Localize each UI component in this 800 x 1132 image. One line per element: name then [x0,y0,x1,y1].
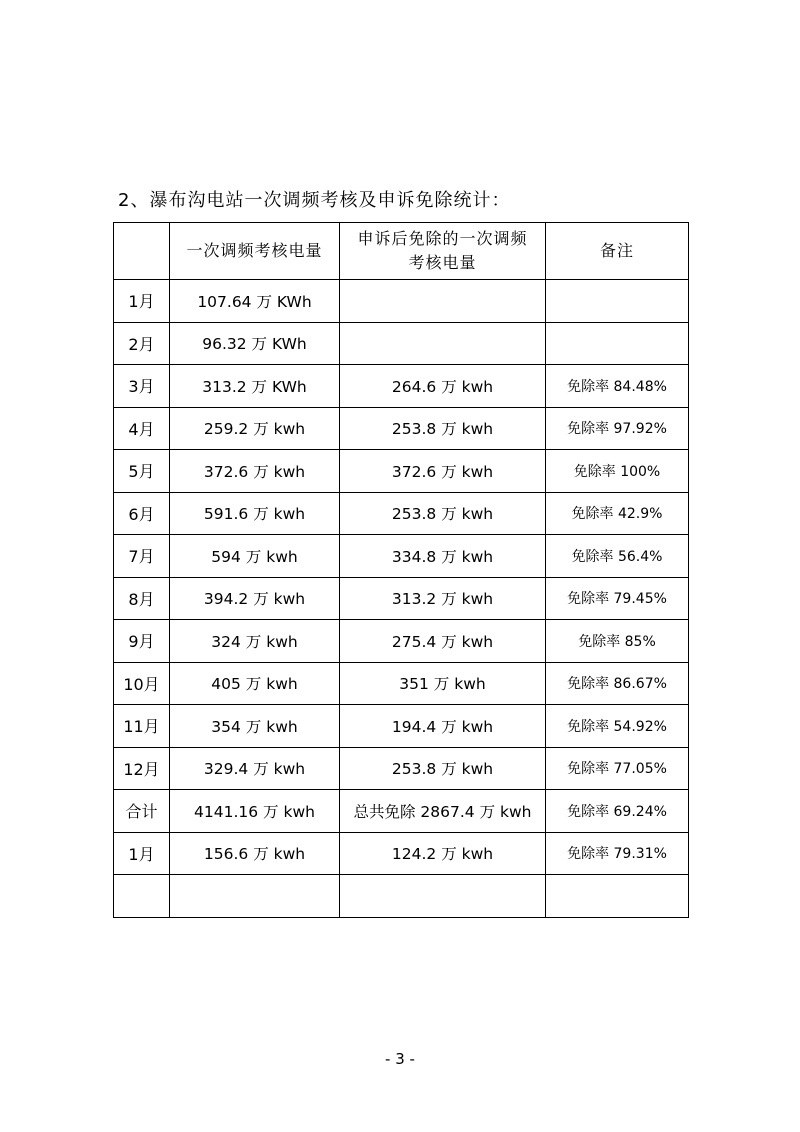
exempted-energy-cell: 264.6 万 kwh [340,365,546,408]
table-row [114,407,689,450]
exempted-energy-cell: 351 万 kwh [340,662,546,705]
header-exempted-line1: 申诉后免除的一次调频 [357,229,528,248]
table-row [114,450,689,493]
remark-cell: 免除率 97.92% [546,407,689,450]
table-body [114,280,689,918]
assessment-energy-cell: 594 万 kwh [170,535,340,578]
remark-cell [546,280,689,323]
remark-cell: 免除率 100% [546,450,689,493]
assessment-energy-cell: 329.4 万 kwh [170,747,340,790]
month-cell: 12月 [114,747,170,790]
month-cell [114,875,170,918]
table-row [114,365,689,408]
month-cell: 2月 [114,322,170,365]
table-row [114,662,689,705]
table-row [114,577,689,620]
month-cell: 9月 [114,620,170,663]
exempted-energy-cell: 372.6 万 kwh [340,450,546,493]
assessment-energy-cell: 313.2 万 KWh [170,365,340,408]
header-exempted-energy [340,223,546,280]
header-exempted-line2: 考核电量 [408,253,477,272]
month-cell: 5月 [114,450,170,493]
exempted-energy-cell: 275.4 万 kwh [340,620,546,663]
remark-cell: 免除率 77.05% [546,747,689,790]
remark-cell: 免除率 54.92% [546,705,689,748]
month-cell: 合计 [114,790,170,833]
month-cell: 1月 [114,280,170,323]
remark-cell: 免除率 85% [546,620,689,663]
month-cell: 8月 [114,577,170,620]
table-row [114,747,689,790]
exempted-energy-cell [340,280,546,323]
header-assessment-energy: 一次调频考核电量 [170,223,340,280]
remark-cell: 免除率 84.48% [546,365,689,408]
assessment-energy-cell: 354 万 kwh [170,705,340,748]
month-cell: 11月 [114,705,170,748]
exempted-energy-cell: 253.8 万 kwh [340,492,546,535]
exempted-energy-cell [340,875,546,918]
exempted-energy-cell: 253.8 万 kwh [340,407,546,450]
remark-cell: 免除率 79.45% [546,577,689,620]
exempted-energy-cell: 253.8 万 kwh [340,747,546,790]
exempted-energy-cell [340,322,546,365]
assessment-energy-cell: 96.32 万 KWh [170,322,340,365]
remark-cell [546,875,689,918]
month-cell: 7月 [114,535,170,578]
remark-cell: 免除率 79.31% [546,832,689,875]
remark-cell [546,322,689,365]
assessment-energy-cell: 372.6 万 kwh [170,450,340,493]
assessment-energy-cell: 394.2 万 kwh [170,577,340,620]
assessment-energy-cell: 324 万 kwh [170,620,340,663]
assessment-table [113,222,689,918]
section-heading: 2、瀑布沟电站一次调频考核及申诉免除统计： [118,190,511,211]
exempted-energy-cell: 313.2 万 kwh [340,577,546,620]
remark-cell: 免除率 42.9% [546,492,689,535]
exempted-energy-cell: 334.8 万 kwh [340,535,546,578]
assessment-energy-cell: 259.2 万 kwh [170,407,340,450]
table-header-row [114,223,689,280]
month-cell: 6月 [114,492,170,535]
table-row [114,322,689,365]
remark-cell: 免除率 69.24% [546,790,689,833]
assessment-energy-cell [170,875,340,918]
table-row [114,535,689,578]
header-remarks: 备注 [546,223,689,280]
assessment-energy-cell: 156.6 万 kwh [170,832,340,875]
table-row [114,705,689,748]
page-number: - 3 - [385,1050,415,1068]
assessment-energy-cell: 4141.16 万 kwh [170,790,340,833]
remark-cell: 免除率 56.4% [546,535,689,578]
assessment-energy-cell: 107.64 万 KWh [170,280,340,323]
table-row [114,832,689,875]
table-row [114,875,689,918]
header-blank [114,223,170,280]
month-cell: 1月 [114,832,170,875]
table-row [114,280,689,323]
table-row [114,620,689,663]
month-cell: 10月 [114,662,170,705]
table-row [114,492,689,535]
table-row [114,790,689,833]
assessment-energy-cell: 591.6 万 kwh [170,492,340,535]
exempted-energy-cell: 194.4 万 kwh [340,705,546,748]
exempted-energy-cell: 124.2 万 kwh [340,832,546,875]
exempted-energy-cell: 总共免除 2867.4 万 kwh [340,790,546,833]
month-cell: 3月 [114,365,170,408]
remark-cell: 免除率 86.67% [546,662,689,705]
month-cell: 4月 [114,407,170,450]
assessment-energy-cell: 405 万 kwh [170,662,340,705]
